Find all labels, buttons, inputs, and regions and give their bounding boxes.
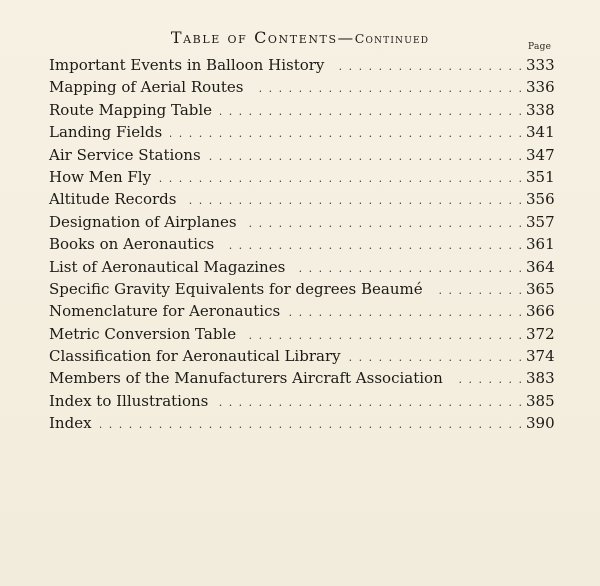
toc-entry bbox=[49, 323, 555, 345]
dot-leader bbox=[245, 213, 522, 235]
toc-entry-page: 361 bbox=[526, 235, 555, 254]
toc-entry-title: List of Aeronautical Magazines bbox=[49, 257, 286, 276]
dot-leader bbox=[349, 347, 522, 369]
toc-entry-title: How Men Fly bbox=[49, 167, 152, 186]
toc-entry-title: Designation of Airplanes bbox=[49, 212, 237, 231]
toc-entry bbox=[49, 76, 555, 98]
toc-entry-page: 383 bbox=[526, 369, 555, 388]
toc-entry-page: 372 bbox=[526, 324, 555, 343]
toc-entry-page: 390 bbox=[526, 414, 555, 433]
toc-entry-title: Specific Gravity Equivalents for degrees Beaumé bbox=[49, 279, 423, 298]
dot-leader bbox=[288, 302, 522, 324]
dot-leader bbox=[431, 280, 522, 302]
toc-entry-title: Air Service Stations bbox=[49, 145, 201, 164]
toc-entry bbox=[49, 121, 555, 143]
toc-entry bbox=[49, 144, 555, 166]
dot-leader bbox=[244, 325, 522, 347]
toc-entry-page: 365 bbox=[526, 279, 555, 298]
toc-entry-page: 351 bbox=[526, 167, 555, 186]
toc-entry bbox=[49, 345, 555, 367]
page-column-label: Page bbox=[528, 42, 552, 52]
toc-heading-main: Table of Contents bbox=[170, 28, 338, 47]
toc-entry bbox=[49, 166, 555, 188]
toc-entry bbox=[49, 99, 555, 121]
toc-entry-title: Books on Aeronautics bbox=[49, 235, 215, 254]
toc-heading-dash: — bbox=[337, 29, 355, 47]
toc-entry-title: Mapping of Aerial Routes bbox=[49, 78, 244, 97]
toc-entry bbox=[49, 367, 555, 389]
toc-entry-title: Classification for Aeronautical Library bbox=[49, 347, 341, 366]
toc-entry-page: 366 bbox=[526, 302, 555, 321]
toc-entry-page: 356 bbox=[526, 190, 555, 209]
toc-entry bbox=[49, 278, 555, 300]
toc-entry-title: Index bbox=[49, 414, 92, 433]
toc-entry-title: Route Mapping Table bbox=[49, 100, 213, 119]
dot-leader bbox=[451, 369, 522, 391]
toc-entry-page: 364 bbox=[526, 257, 555, 276]
toc-entry-title: Altitude Records bbox=[49, 190, 177, 209]
dot-leader bbox=[159, 168, 522, 190]
dot-leader bbox=[209, 146, 522, 168]
toc-entry-page: 333 bbox=[526, 56, 555, 74]
toc-entry-page: 385 bbox=[526, 391, 555, 410]
toc-entry-page: 341 bbox=[526, 123, 555, 142]
dot-leader bbox=[220, 101, 522, 123]
toc-entry-page: 357 bbox=[526, 212, 555, 231]
toc-heading-suffix: Continued bbox=[354, 31, 430, 46]
toc-list bbox=[49, 54, 555, 435]
toc-entry-page: 338 bbox=[526, 100, 555, 119]
dot-leader bbox=[332, 56, 522, 78]
toc-entry bbox=[49, 54, 555, 76]
toc-entry bbox=[49, 256, 555, 278]
toc-entry-title: Landing Fields bbox=[49, 123, 163, 142]
toc-heading bbox=[0, 28, 600, 47]
toc-entry bbox=[49, 390, 555, 412]
toc-entry-title: Members of the Manufacturers Aircraft Association bbox=[49, 369, 443, 388]
toc-entry bbox=[49, 211, 555, 233]
dot-leader bbox=[222, 235, 522, 257]
dot-leader bbox=[251, 78, 522, 100]
toc-entry bbox=[49, 412, 555, 434]
toc-entry-page: 347 bbox=[526, 145, 555, 164]
toc-entry-title: Important Events in Balloon History bbox=[49, 56, 325, 74]
toc-entry-title: Metric Conversion Table bbox=[49, 324, 237, 343]
toc-entry-page: 374 bbox=[526, 347, 555, 366]
toc-entry bbox=[49, 233, 555, 255]
dot-leader bbox=[293, 258, 522, 280]
toc-entry bbox=[49, 300, 555, 322]
toc-entry-page: 336 bbox=[526, 78, 555, 97]
toc-entry bbox=[49, 188, 555, 210]
dot-leader bbox=[184, 190, 522, 212]
toc-entry-title: Index to Illustrations bbox=[49, 391, 209, 410]
dot-leader bbox=[100, 414, 522, 436]
dot-leader bbox=[170, 123, 522, 145]
toc-entry-title: Nomenclature for Aeronautics bbox=[49, 302, 281, 321]
dot-leader bbox=[216, 392, 522, 414]
